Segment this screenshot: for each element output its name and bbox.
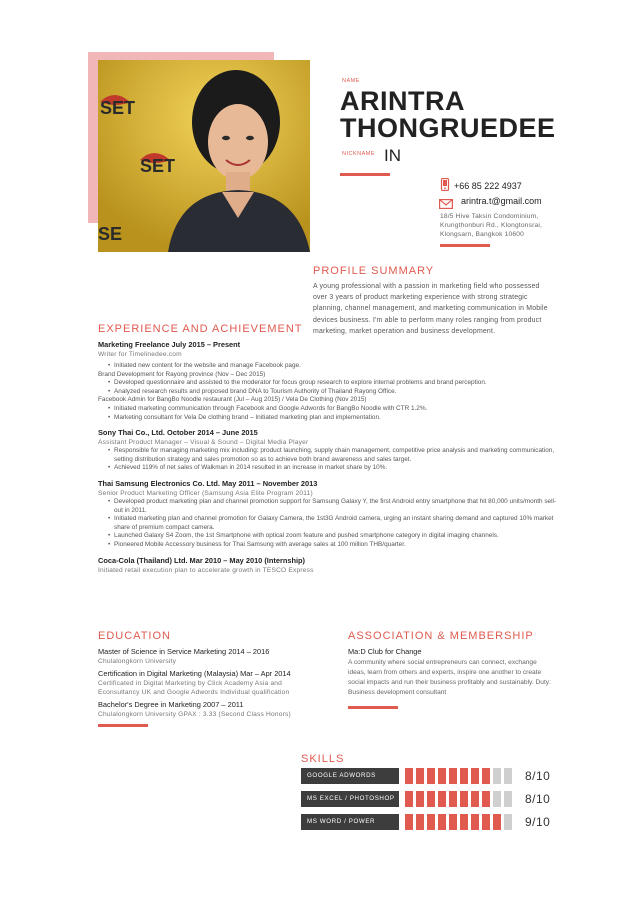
skill-segment	[482, 814, 490, 830]
association-org: Ma:D Club for Change	[348, 647, 422, 656]
skill-segment	[416, 814, 424, 830]
profile-photo-illustration	[98, 60, 310, 252]
header-underline	[340, 173, 390, 176]
education-list	[98, 647, 308, 719]
education-underline	[98, 724, 148, 727]
svg-text:SE: SE	[98, 224, 123, 244]
job-subheading: Brand Development for Rayong province (Nov – Dec 2015)	[98, 370, 266, 378]
association-underline	[348, 706, 398, 709]
job-bullet: • Initiated marketing communication through Facebook and Google Adwords for BangBo Noodle with CTR 1.2%.	[98, 405, 558, 414]
skill-label: GOOGLE ADWORDS	[301, 768, 399, 784]
education-degree: Bachelor's Degree in Marketing 2007 – 2011	[98, 700, 244, 709]
job-bullet: • Marketing consultant for Vela De clothing brand – Initiated marketing plan and implementation.	[98, 414, 558, 423]
skill-segment	[449, 768, 457, 784]
job-title: Thai Samsung Electronics Co. Ltd. May 2011 – November 2013	[98, 478, 318, 488]
job-bullet: • Developed product marketing plan and channel promotion support for Samsung Galaxy Y, the first Android entry smartphone that hit 80,000 units/month sell-out in 2011.	[98, 498, 558, 515]
skill-segment	[449, 791, 457, 807]
job-subtitle: Initiated retail execution plan to accelerate growth in TESCO Express	[98, 566, 314, 574]
phone-icon	[440, 178, 450, 191]
skill-segment	[460, 814, 468, 830]
experience-list	[98, 340, 558, 575]
profile-summary-title: PROFILE SUMMARY	[313, 265, 435, 277]
association-text: A community where social entrepreneurs can connect, exchange ideas, learn from others and experts, inspire one another to create social impacts and run their business profitably and sustainably. Duty: Business development consultant	[348, 659, 551, 696]
email-icon	[439, 196, 453, 206]
education-school: Certificated in Digital Marketing by Click Academy Asia and Econsultancy UK and Google Adwords Individual qualification	[98, 680, 290, 696]
job-title: Sony Thai Co., Ltd. October 2014 – June 2015	[98, 428, 258, 438]
job-subheading: Facebook Admin for BangBo Noodle restaurant (Jul – Aug 2015) / Vela De Clothing (Nov 2015)	[98, 396, 367, 404]
job-bullet: • Developed questionnaire and assisted to the moderator for focus group research to explore internal problems and brand perception.	[98, 379, 558, 388]
skill-segment	[416, 791, 424, 807]
skills-title: SKILLS	[301, 753, 345, 765]
address-line: Krungthonburi Rd., Klongtonsrai,	[440, 222, 543, 229]
address	[440, 212, 542, 239]
job-block	[98, 479, 558, 550]
skill-segment	[471, 814, 479, 830]
skill-label: MS WORD / POWER POINT	[301, 814, 399, 830]
education-item	[98, 669, 308, 697]
job-bullet: • Pioneered Mobile Accessory business for Thai Samsung with average sales at 100 million THB/quarter.	[98, 541, 558, 550]
education-degree: Certification in Digital Marketing (Malaysia) Mar – Apr 2014	[98, 669, 291, 678]
skill-segment	[493, 791, 501, 807]
job-bullet: • Achieved 119% of net sales of Walkman in 2014 resulted in an increase in market share by 10%.	[98, 464, 558, 473]
job-title: Coca-Cola (Thailand) Ltd. Mar 2010 – May 2010 (Internship)	[98, 555, 305, 565]
skill-label: MS EXCEL / PHOTOSHOP	[301, 791, 399, 807]
profile-photo	[98, 60, 310, 252]
skill-segment	[449, 814, 457, 830]
education-school: Chulalongkorn University GPAX : 3.33 (Second Class Honors)	[98, 711, 291, 718]
skill-segment	[482, 791, 490, 807]
job-bullet: • Launched Galaxy S4 Zoom, the 1st Smartphone with optical zoom feature and pushed smartphone category in digital imaging channels.	[98, 532, 558, 541]
skill-segment	[427, 814, 435, 830]
address-line: 18/5 Hive Taksin Condominium,	[440, 213, 539, 220]
skill-segment	[460, 791, 468, 807]
skill-segment	[471, 768, 479, 784]
profile-summary-text: A young professional with a passion in marketing field who possessed over 3 years of product marketing experience with strong strategic planning, channel management, and marketing communication in Mobile devices business. I'm able to perform many roles ranging from product marketing, market operation and business development.	[313, 283, 548, 335]
skill-score: 9/10	[525, 815, 551, 829]
skill-segment	[493, 814, 501, 830]
skill-segment	[504, 768, 512, 784]
svg-text:SET: SET	[140, 156, 176, 176]
skill-segment	[405, 791, 413, 807]
skill-score: 8/10	[525, 769, 551, 783]
first-name: ARINTRA	[340, 86, 465, 116]
phone-number: +66 85 222 4937	[454, 181, 522, 191]
skill-segment	[427, 791, 435, 807]
job-bullet: • Responsible for managing marketing mix including: product launching, supply chain management, competitive price analysis and marketing communication, setting distribution strategy and sales promotion so as to achieve both brand awareness and sales target.	[98, 447, 558, 464]
svg-text:SET: SET	[100, 98, 136, 118]
name-label: NAME	[342, 78, 360, 84]
education-degree: Master of Science in Service Marketing 2014 – 2016	[98, 647, 270, 656]
job-block	[98, 428, 558, 473]
job-bullet: • Initiated marketing plan and channel promotion for Galaxy Camera, the 1st3G Android camera, urging an instant sharing demand and captured 10% market share of premium compact camera.	[98, 515, 558, 532]
job-block	[98, 340, 558, 422]
education-item	[98, 700, 308, 719]
experience-title: EXPERIENCE AND ACHIEVEMENT	[98, 323, 303, 335]
skill-segment	[405, 768, 413, 784]
skill-segment	[471, 791, 479, 807]
skill-segment	[438, 768, 446, 784]
education-school: Chulalongkorn University	[98, 658, 177, 665]
skill-segment	[416, 768, 424, 784]
skill-segment	[438, 791, 446, 807]
skill-segment	[438, 814, 446, 830]
skill-segment	[493, 768, 501, 784]
email-address: arintra.t@gmail.com	[461, 196, 542, 206]
skill-segment	[482, 768, 490, 784]
education-item	[98, 647, 308, 666]
job-bullet: • Analyzed research results and proposed brand DNA to Tourism Authority of Thailand Rayong Office.	[98, 388, 558, 397]
education-title: EDUCATION	[98, 630, 171, 642]
address-line: Klongsarn, Bangkok 10600	[440, 231, 524, 238]
job-subtitle: Senior Product Marketing Officer (Samsung Asia Elite Program 2011)	[98, 489, 313, 497]
job-subtitle: Writer for Timelinedee.com	[98, 351, 182, 358]
nickname-label: NICKNAME	[342, 151, 376, 157]
skill-segment	[427, 768, 435, 784]
skill-segment	[504, 814, 512, 830]
association-title: ASSOCIATION & MEMBERSHIP	[348, 630, 534, 642]
skill-segment	[460, 768, 468, 784]
last-name: THONGRUEDEE	[340, 113, 556, 143]
job-title: Marketing Freelance July 2015 – Present	[98, 340, 241, 349]
job-block	[98, 556, 558, 575]
contact-underline	[440, 244, 490, 247]
job-bullet: • Initiated new content for the website and manage Facebook page.	[98, 362, 558, 371]
job-subtitle: Assistant Product Manager – Visual & Sound – Digital Media Player	[98, 439, 309, 447]
skill-segment	[405, 814, 413, 830]
nickname: IN	[384, 146, 401, 165]
skill-score: 8/10	[525, 792, 551, 806]
skill-segment	[504, 791, 512, 807]
